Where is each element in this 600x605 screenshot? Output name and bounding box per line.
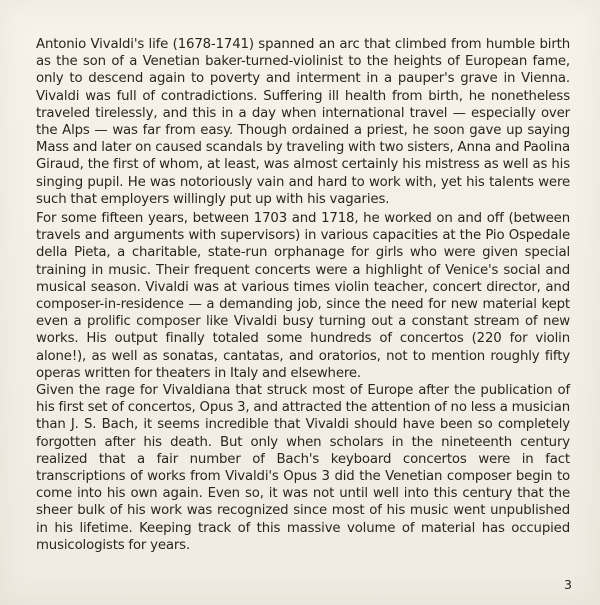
paragraph-pieta-years: For some fifteen years, between 1703 and 1718, he worked on and off (between travels and arguments with supervisors) in various capacities at the Pio Ospedale della Pieta, a charitable, state-run orphanage for girls who were given special training in music. Their frequent concerts were a highlight of Venice's social and musical season. Vivaldi was at various times violin teacher, concert director, and composer-in-residence — a demanding job, since the need for new material kept even a prolific composer like Vivaldi busy turning out a constant stream of new works. His output finally totaled some hundreds of concertos (220 for violin alone!), as well as sonatas, cantatas, and oratorios, not to mention roughly fifty operas written for theaters in Italy and elsewhere. <box>36 211 570 381</box>
paragraph-vivaldi-life: Antonio Vivaldi's life (1678-1741) spanned an arc that climbed from humble birth as the son of a Venetian baker-turned-violinist to the heights of European fame, only to descend again to poverty and interment in a pauper's grave in Vienna. Vivaldi was full of contradictions. Suffering ill health from birth, he nonetheless traveled tirelessly, and this in a day when international travel — especially over the Alps — was far from easy. Though ordained a priest, he soon gave up saying Mass and later on caused scandals by traveling with two sisters, Anna and Paolina Giraud, the first of whom, at least, was almost certainly his mistress as well as his singing pupil. He was notoriously vain and hard to work with, yet his talents were such that employers willingly put up with his vagaries. <box>36 37 570 207</box>
page-number: 3 <box>564 577 572 592</box>
paragraph-rediscovery: Given the rage for Vivaldiana that struck most of Europe after the publication of his first set of concertos, Opus 3, and attracted the attention of no less a musician than J. S. Bach, it seems incredible that Vivaldi should have been so completely forgotten after his death. But only when scholars in the nineteenth century realized that a fair number of Bach's keyboard concertos were in fact transcriptions of works from Vivaldi's Opus 3 did the Venetian composer begin to come into his own again. Even so, it was not until well into this century that the sheer bulk of his work was recognized since most of his music went unpublished in his lifetime. Keeping track of this massive volume of material has occupied musicologists for years. <box>36 383 570 553</box>
